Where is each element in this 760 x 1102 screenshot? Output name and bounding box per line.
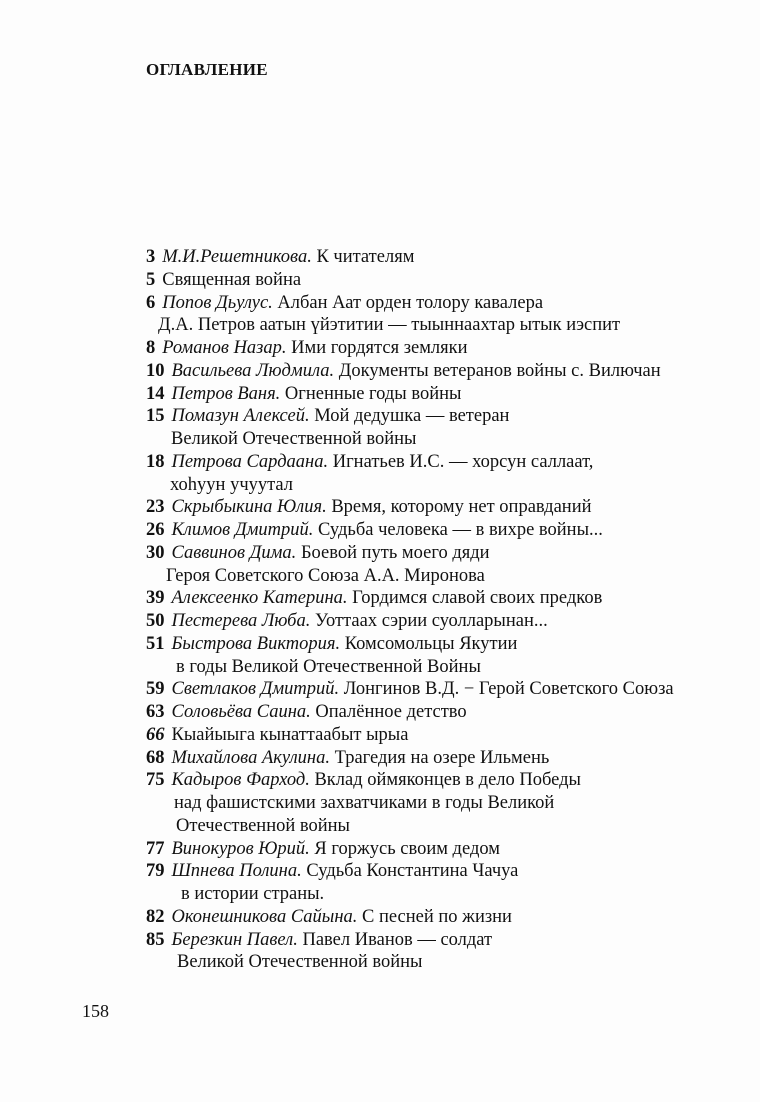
toc-page-number: 77 — [146, 838, 165, 859]
toc-title: Я горжусь своим дедом — [309, 838, 500, 859]
toc-page-number: 6 — [146, 292, 156, 313]
toc-page-number: 66 — [146, 724, 165, 745]
toc-page-number: 63 — [146, 702, 165, 722]
toc-page-number: 14 — [146, 383, 165, 404]
toc-author: Оконешникова Сайына. — [171, 906, 358, 927]
toc-page-number: 75 — [146, 770, 165, 791]
toc-author: Шпнева Полина. — [171, 861, 302, 882]
toc-page-number: 59 — [146, 679, 165, 700]
toc-page-number: 51 — [146, 633, 165, 654]
toc-title: Павел Иванов — солдат — [297, 929, 493, 950]
toc-author: Романов Назар. — [162, 338, 287, 358]
toc-title: Боевой путь моего дяди — [296, 542, 490, 563]
page-number: 158 — [82, 1001, 109, 1021]
toc-author: Соловьёва Саина. — [171, 702, 311, 722]
toc-author: М.И.Решетникова. — [162, 247, 312, 267]
toc-title: Гордимся славой своих предков — [347, 588, 603, 609]
toc-entry — [146, 747, 674, 770]
toc-title: Игнатьев И.С. — хорсун саллаат, — [328, 451, 594, 472]
toc-entry — [146, 929, 674, 952]
toc-page-number: 18 — [146, 451, 165, 472]
toc-page-number: 82 — [146, 906, 165, 927]
toc-author: Скрыбыкина Юлия. — [171, 497, 327, 518]
toc-entry — [146, 587, 674, 610]
table-of-contents — [146, 246, 674, 974]
toc-title-continuation: Отечественной войны — [176, 815, 350, 836]
toc-entry — [146, 292, 674, 315]
toc-page-number: 68 — [146, 747, 165, 768]
toc-author: Васильева Людмила. — [171, 360, 335, 381]
toc-author: Михайлова Акулина. — [171, 747, 330, 768]
toc-author: Помазун Алексей. — [171, 406, 310, 427]
toc-author: Светлаков Дмитрий. — [171, 679, 340, 700]
toc-entry — [146, 246, 674, 269]
toc-author: Винокуров Юрий. — [171, 838, 310, 859]
toc-title: Комсомольцы Якутии — [340, 633, 518, 654]
toc-page-number: 39 — [146, 588, 165, 609]
toc-author: Быстрова Виктория. — [171, 633, 341, 654]
toc-entry — [146, 405, 674, 428]
toc-title: Албан Аат орден толору кавалера — [272, 292, 544, 313]
toc-entry — [146, 724, 674, 747]
toc-title: Документы ветеранов войны с. Вилючан — [334, 360, 661, 381]
toc-title-continuation: хоһуун учуутал — [170, 474, 294, 495]
toc-title: Вклад оймяконцев в дело Победы — [309, 770, 581, 791]
toc-title: К читателям — [311, 247, 415, 267]
toc-entry — [146, 769, 674, 792]
toc-entry — [146, 519, 674, 542]
toc-entry — [146, 337, 674, 360]
toc-title: Священная война — [162, 269, 302, 290]
toc-title: Кыайыыга кынаттаабыт ырыа — [171, 724, 409, 745]
toc-page-number: 85 — [146, 929, 165, 950]
toc-page-number: 23 — [146, 497, 165, 518]
toc-page-number: 8 — [146, 338, 156, 358]
toc-entry — [146, 701, 674, 724]
toc-title: Ими гордятся земляки — [286, 338, 468, 358]
toc-entry — [146, 633, 674, 656]
toc-author: Климов Дмитрий. — [171, 520, 314, 540]
toc-title: Уоттаах сэрии суолларынан... — [310, 611, 548, 631]
toc-author: Кадыров Фарход. — [171, 770, 310, 791]
toc-entry — [146, 906, 674, 929]
toc-title: С песней по жизни — [357, 906, 512, 927]
toc-entry — [146, 451, 674, 474]
toc-page-number: 50 — [146, 611, 165, 631]
toc-entry — [146, 610, 674, 633]
toc-title-continuation: в истории страны. — [181, 884, 325, 904]
toc-title: Трагедия на озере Ильмень — [330, 747, 550, 768]
toc-title-continuation: в годы Великой Отечественной Войны — [176, 656, 481, 677]
toc-entry — [146, 860, 674, 883]
toc-page-number: 10 — [146, 360, 165, 381]
toc-author: Березкин Павел. — [171, 929, 298, 950]
toc-title: Судьба человека — в вихре войны... — [313, 520, 603, 540]
toc-page-number: 15 — [146, 406, 165, 427]
toc-entry — [146, 360, 674, 383]
toc-entry — [146, 269, 674, 292]
toc-page-number: 30 — [146, 542, 165, 563]
toc-title-continuation: Д.А. Петров аатын үйэтитии — тыыннаахтар ытык иэспит — [158, 315, 621, 336]
toc-author: Петрова Сардаана. — [171, 451, 329, 472]
toc-title-continuation: Героя Советского Союза А.А. Миронова — [166, 565, 485, 586]
toc-heading: ОГЛАВЛЕНИЕ — [146, 60, 268, 79]
toc-author: Саввинов Дима. — [171, 542, 297, 563]
toc-title: Мой дедушка — ветеран — [309, 406, 510, 427]
toc-author: Попов Дьулус. — [162, 292, 273, 313]
toc-entry — [146, 496, 674, 519]
toc-entry — [146, 838, 674, 861]
toc-author: Петров Ваня. — [171, 383, 281, 404]
toc-title-continuation: Великой Отечественной войны — [177, 952, 423, 973]
toc-entry — [146, 542, 674, 565]
toc-title: Лонгинов В.Д. − Герой Советского Союза — [339, 679, 674, 700]
toc-title: Огненные годы войны — [280, 383, 462, 404]
toc-title: Опалённое детство — [310, 702, 467, 722]
toc-page-number: 5 — [146, 269, 156, 290]
toc-title: Судьба Константина Чачуа — [301, 861, 519, 882]
toc-title-continuation: Великой Отечественной войны — [171, 429, 417, 449]
toc-entry — [146, 678, 674, 701]
toc-author: Пестерева Люба. — [171, 611, 311, 631]
toc-page-number: 26 — [146, 520, 165, 540]
toc-page-number: 79 — [146, 861, 165, 882]
toc-title-continuation: над фашистскими захватчиками в годы Великой — [174, 793, 555, 813]
toc-entry — [146, 383, 674, 406]
toc-page-number: 3 — [146, 247, 156, 267]
toc-title: Время, которому нет оправданий — [326, 497, 592, 518]
toc-author: Алексеенко Катерина. — [171, 588, 348, 609]
